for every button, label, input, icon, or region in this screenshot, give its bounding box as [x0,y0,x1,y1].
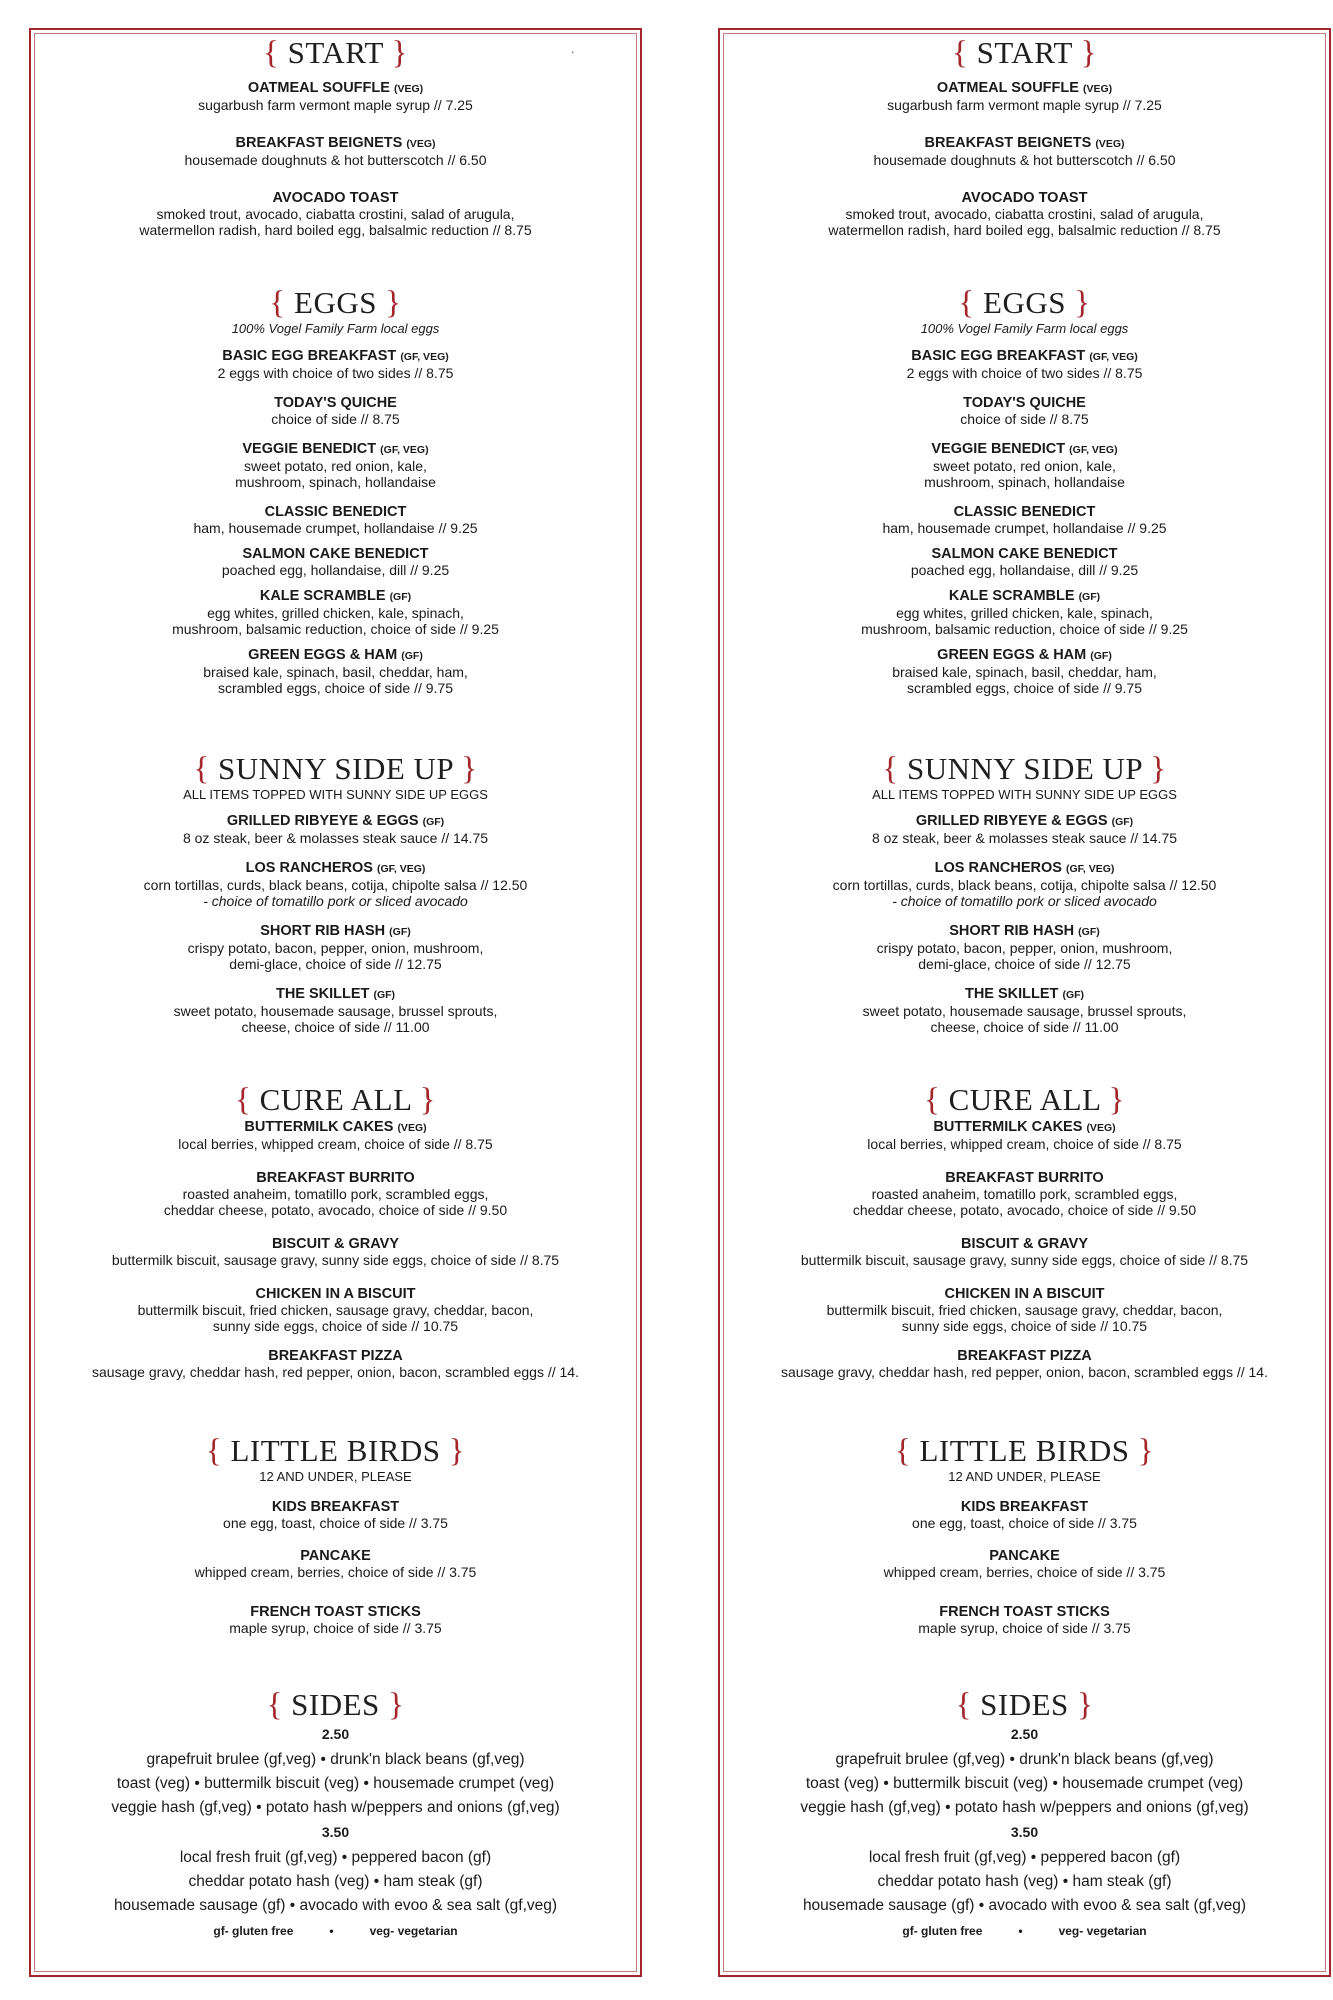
section-heading: { LITTLE BIRDS } [894,1433,1155,1469]
item-desc: one egg, toast, choice of side // 3.75 [912,1515,1137,1531]
item-name: BREAKFAST PIZZA [957,1348,1092,1364]
item-name: GREEN EGGS & HAM [248,647,398,663]
item-name: BREAKFAST PIZZA [268,1348,403,1364]
item-tag: (VEG) [1095,138,1125,150]
item-desc: buttermilk biscuit, sausage gravy, sunny side eggs, choice of side // 8.75 [800,1252,1249,1268]
item-name: BREAKFAST BURRITO [256,1170,415,1186]
sides-line: toast (veg) • buttermilk biscuit (veg) • housemade crumpet (veg) [805,1775,1244,1792]
legend-vegetarian: veg- vegetarian [369,1924,458,1938]
item-name: BISCUIT & GRAVY [960,1236,1089,1252]
menu-item [31,860,640,909]
item-name: OATMEAL SOUFFLE [936,80,1079,96]
item-name: PANCAKE [989,1548,1060,1564]
item-name: TODAY'S QUICHE [274,395,397,411]
menu-item [720,923,1329,972]
menu-item [31,647,640,696]
item-desc: crispy potato, bacon, pepper, onion, mushroom, [876,940,1173,956]
item-name: GRILLED RIBYEYE & EGGS [915,813,1108,829]
section-heading: { SIDES } [266,1687,405,1723]
item-tag: (GF, VEG) [1065,863,1115,875]
item-name: AVOCADO TOAST [272,190,399,206]
section-heading: { SUNNY SIDE UP } [882,751,1167,787]
menu-item [31,80,640,113]
menu-item [31,986,640,1035]
menu-item [720,1348,1329,1380]
item-desc: poached egg, hollandaise, dill // 9.25 [910,562,1139,578]
item-name: VEGGIE BENEDICT [931,441,1066,457]
item-name: OATMEAL SOUFFLE [247,80,390,96]
item-tag: (GF) [1062,989,1085,1001]
item-name: AVOCADO TOAST [961,190,1088,206]
item-desc: one egg, toast, choice of side // 3.75 [223,1515,448,1531]
menu-item [720,1170,1329,1218]
item-desc: mushroom, spinach, hollandaise [235,474,436,490]
item-desc: 8 oz steak, beer & molasses steak sauce // 14.75 [871,830,1178,846]
section-note: 100% Vogel Family Farm local eggs [231,321,440,336]
item-desc: sunny side eggs, choice of side // 10.75 [901,1318,1148,1334]
menu-item [31,1348,640,1380]
item-name: BREAKFAST BURRITO [945,1170,1104,1186]
menu-item [31,1170,640,1218]
menu-item [720,441,1329,490]
item-desc: buttermilk biscuit, sausage gravy, sunny side eggs, choice of side // 8.75 [111,1252,560,1268]
item-desc: mushroom, balsamic reduction, choice of side // 9.25 [861,621,1188,637]
item-tag: (GF) [401,650,423,662]
item-tag: (GF) [422,816,445,828]
menu-card-left [29,28,642,1977]
item-name: VEGGIE BENEDICT [242,441,377,457]
section-heading: { SUNNY SIDE UP } [193,751,478,787]
item-desc: sausage gravy, cheddar hash, red pepper, onion, bacon, scrambled eggs // 14. [92,1364,579,1380]
section-eggs [31,286,640,696]
item-tag: (GF, VEG) [1069,444,1118,456]
item-desc: scrambled eggs, choice of side // 9.75 [217,680,454,696]
sides-line: veggie hash (gf,veg) • potato hash w/peppers and onions (gf,veg) [800,1799,1249,1816]
item-desc: sausage gravy, cheddar hash, red pepper, onion, bacon, scrambled eggs // 14. [781,1364,1268,1380]
item-tag: (GF) [373,989,396,1001]
item-tag: (VEG) [1086,1122,1116,1134]
item-name: BISCUIT & GRAVY [271,1236,400,1252]
sides-line: cheddar potato hash (veg) • ham steak (gf) [188,1873,483,1890]
item-name: FRENCH TOAST STICKS [939,1604,1110,1620]
item-name: CLASSIC BENEDICT [264,504,407,520]
item-desc: scrambled eggs, choice of side // 9.75 [906,680,1143,696]
item-name: PANCAKE [300,1548,371,1564]
menu-item [720,546,1329,578]
item-tag: (GF, VEG) [376,863,426,875]
menu-item [31,1236,640,1268]
section-cure-all [31,1083,640,1380]
legend-gluten-free: gf- gluten free [213,1924,294,1938]
menu-item [31,135,640,168]
item-desc: housemade doughnuts & hot butterscotch // 6.50 [873,152,1176,168]
item-desc: egg whites, grilled chicken, kale, spinach, [896,605,1153,621]
menu-item [31,1119,640,1152]
menu-item [31,1499,640,1531]
menu-item [720,1604,1329,1636]
item-desc-italic: - choice of tomatillo pork or sliced avocado [892,893,1157,909]
item-desc: ham, housemade crumpet, hollandaise // 9.25 [193,520,478,536]
item-desc: cheese, choice of side // 11.00 [930,1019,1119,1035]
item-desc: watermellon radish, hard boiled egg, balsalmic reduction // 8.75 [828,222,1221,238]
menu-item [31,395,640,427]
section-little-birds [720,1434,1329,1636]
menu-item [31,190,640,238]
item-desc: choice of side // 8.75 [960,411,1089,427]
section-start [31,36,640,238]
menu-item [720,647,1329,696]
menu-item [720,1499,1329,1531]
item-tag: (GF) [1111,816,1134,828]
item-name: BASIC EGG BREAKFAST [222,348,397,364]
item-desc: sweet potato, red onion, kale, [933,458,1116,474]
item-desc: corn tortillas, curds, black beans, cotija, chipolte salsa // 12.50 [832,877,1217,893]
item-name: LOS RANCHEROS [934,860,1062,876]
item-name: KALE SCRAMBLE [259,588,386,604]
item-name: FRENCH TOAST STICKS [250,1604,421,1620]
sides-line: cheddar potato hash (veg) • ham steak (gf) [877,1873,1172,1890]
legend-bullet: • [1018,1924,1023,1938]
item-name: THE SKILLET [275,986,370,1002]
item-desc: sweet potato, housemade sausage, brussel sprouts, [862,1003,1187,1019]
menu-item [31,348,640,381]
section-sunny-side-up [720,752,1329,1035]
item-desc: sunny side eggs, choice of side // 10.75 [212,1318,459,1334]
item-desc: crispy potato, bacon, pepper, onion, mushroom, [187,940,484,956]
item-name: LOS RANCHEROS [245,860,373,876]
item-desc: local berries, whipped cream, choice of side // 8.75 [867,1136,1182,1152]
sides-price: 3.50 [321,1824,350,1840]
menu-item [720,1286,1329,1334]
item-desc: cheddar cheese, potato, avocado, choice of side // 9.50 [852,1202,1197,1218]
menu-item [31,441,640,490]
menu-card-right [718,28,1331,1977]
menu-item [31,1548,640,1580]
menu-item [720,190,1329,238]
item-desc: demi-glace, choice of side // 12.75 [229,956,442,972]
sides-price: 3.50 [1010,1824,1039,1840]
section-heading: { CURE ALL } [234,1082,436,1118]
section-eggs [720,286,1329,696]
item-name: BASIC EGG BREAKFAST [911,348,1086,364]
page-mark: ' [572,50,574,60]
item-desc: maple syrup, choice of side // 3.75 [229,1620,442,1636]
sides-line: veggie hash (gf,veg) • potato hash w/peppers and onions (gf,veg) [111,1799,560,1816]
section-sides [31,1688,640,1939]
menu-item [720,860,1329,909]
item-desc: housemade doughnuts & hot butterscotch // 6.50 [184,152,487,168]
item-desc: buttermilk biscuit, fried chicken, sausage gravy, cheddar, bacon, [826,1302,1223,1318]
item-desc: buttermilk biscuit, fried chicken, sausage gravy, cheddar, bacon, [137,1302,534,1318]
item-name: BREAKFAST BEIGNETS [235,135,403,151]
section-cure-all [720,1083,1329,1380]
menu-item [31,1604,640,1636]
sides-line: housemade sausage (gf) • avocado with evoo & sea salt (gf,veg) [802,1897,1247,1914]
item-desc: poached egg, hollandaise, dill // 9.25 [221,562,450,578]
sides-line: grapefruit brulee (gf,veg) • drunk'n black beans (gf,veg) [146,1751,525,1768]
menu-item [31,1286,640,1334]
menu-item [720,813,1329,846]
sides-line: local fresh fruit (gf,veg) • peppered bacon (gf) [179,1849,492,1866]
item-desc: mushroom, spinach, hollandaise [924,474,1125,490]
menu-item [31,504,640,536]
item-name: TODAY'S QUICHE [963,395,1086,411]
section-note: ALL ITEMS TOPPED WITH SUNNY SIDE UP EGGS [872,787,1177,802]
section-note: 12 AND UNDER, PLEASE [259,1469,412,1484]
sides-line: local fresh fruit (gf,veg) • peppered bacon (gf) [868,1849,1181,1866]
item-name: KALE SCRAMBLE [948,588,1075,604]
item-desc: whipped cream, berries, choice of side // 3.75 [883,1564,1166,1580]
item-desc: sugarbush farm vermont maple syrup // 7.25 [198,97,473,113]
sides-line: housemade sausage (gf) • avocado with evoo & sea salt (gf,veg) [113,1897,558,1914]
menu-item [720,135,1329,168]
item-desc: smoked trout, avocado, ciabatta crostini, salad of arugula, [845,206,1204,222]
section-heading: { CURE ALL } [923,1082,1125,1118]
item-desc: roasted anaheim, tomatillo pork, scrambled eggs, [871,1186,1178,1202]
item-desc: choice of side // 8.75 [271,411,400,427]
sides-line: grapefruit brulee (gf,veg) • drunk'n black beans (gf,veg) [835,1751,1214,1768]
section-heading: { SIDES } [955,1687,1094,1723]
item-tag: (GF) [1078,591,1101,603]
item-name: GREEN EGGS & HAM [937,647,1087,663]
item-name: CLASSIC BENEDICT [953,504,1096,520]
item-desc: local berries, whipped cream, choice of side // 8.75 [178,1136,493,1152]
item-desc: whipped cream, berries, choice of side // 3.75 [194,1564,477,1580]
section-heading: { EGGS } [958,285,1091,321]
item-tag: (GF, VEG) [400,351,449,363]
sides-price: 2.50 [321,1726,350,1742]
item-desc: 2 eggs with choice of two sides // 8.75 [217,365,454,381]
section-note: ALL ITEMS TOPPED WITH SUNNY SIDE UP EGGS [183,787,488,802]
menu-item [31,588,640,637]
item-desc: sweet potato, housemade sausage, brussel sprouts, [173,1003,498,1019]
menu-item [720,588,1329,637]
item-desc: demi-glace, choice of side // 12.75 [918,956,1131,972]
menu-item [720,1236,1329,1268]
diet-legend [720,1923,1329,1939]
item-tag: (GF) [1090,650,1112,662]
menu-item [720,1548,1329,1580]
diet-legend [31,1923,640,1939]
item-desc: cheddar cheese, potato, avocado, choice of side // 9.50 [163,1202,508,1218]
item-desc: cheese, choice of side // 11.00 [241,1019,430,1035]
item-tag: (VEG) [406,138,436,150]
item-tag: (GF) [389,926,411,938]
item-tag: (GF, VEG) [1089,351,1138,363]
legend-bullet: • [329,1924,334,1938]
item-name: THE SKILLET [964,986,1059,1002]
section-note: 12 AND UNDER, PLEASE [948,1469,1101,1484]
item-name: BREAKFAST BEIGNETS [924,135,1092,151]
item-desc-italic: - choice of tomatillo pork or sliced avocado [203,893,468,909]
menu-item [31,923,640,972]
menu-item [720,348,1329,381]
menu-item [31,546,640,578]
item-desc: 8 oz steak, beer & molasses steak sauce // 14.75 [182,830,489,846]
section-sunny-side-up [31,752,640,1035]
item-desc: sweet potato, red onion, kale, [244,458,427,474]
item-name: KIDS BREAKFAST [960,1499,1089,1515]
item-name: SALMON CAKE BENEDICT [242,546,429,562]
item-desc: sugarbush farm vermont maple syrup // 7.25 [887,97,1162,113]
section-heading: { START } [263,35,408,71]
legend-gluten-free: gf- gluten free [902,1924,983,1938]
item-desc: smoked trout, avocado, ciabatta crostini, salad of arugula, [156,206,515,222]
section-sides [720,1688,1329,1939]
item-name: BUTTERMILK CAKES [244,1119,394,1135]
menu-item [720,1119,1329,1152]
menu-item [31,813,640,846]
section-heading: { LITTLE BIRDS } [205,1433,466,1469]
item-desc: watermellon radish, hard boiled egg, balsalmic reduction // 8.75 [139,222,532,238]
item-desc: maple syrup, choice of side // 3.75 [918,1620,1131,1636]
section-heading: { START } [952,35,1097,71]
item-tag: (GF) [1078,926,1100,938]
item-name: GRILLED RIBYEYE & EGGS [226,813,419,829]
item-tag: (GF) [389,591,412,603]
menu-item [720,504,1329,536]
item-name: SALMON CAKE BENEDICT [931,546,1118,562]
item-name: KIDS BREAKFAST [271,1499,400,1515]
section-start [720,36,1329,238]
section-heading: { EGGS } [269,285,402,321]
item-name: BUTTERMILK CAKES [933,1119,1083,1135]
item-desc: 2 eggs with choice of two sides // 8.75 [906,365,1143,381]
item-desc: ham, housemade crumpet, hollandaise // 9.25 [882,520,1167,536]
item-tag: (VEG) [1082,83,1113,95]
item-tag: (VEG) [393,83,424,95]
item-desc: braised kale, spinach, basil, cheddar, ham, [892,664,1157,680]
menu-item [720,80,1329,113]
item-desc: egg whites, grilled chicken, kale, spinach, [207,605,464,621]
item-name: SHORT RIB HASH [949,923,1075,939]
item-desc: braised kale, spinach, basil, cheddar, ham, [203,664,468,680]
sides-line: toast (veg) • buttermilk biscuit (veg) • housemade crumpet (veg) [116,1775,555,1792]
item-desc: corn tortillas, curds, black beans, cotija, chipolte salsa // 12.50 [143,877,528,893]
menu-item [720,986,1329,1035]
item-name: SHORT RIB HASH [260,923,386,939]
section-little-birds [31,1434,640,1636]
item-name: CHICKEN IN A BISCUIT [255,1286,416,1302]
sides-price: 2.50 [1010,1726,1039,1742]
item-tag: (VEG) [397,1122,427,1134]
legend-vegetarian: veg- vegetarian [1058,1924,1147,1938]
item-tag: (GF, VEG) [380,444,429,456]
item-name: CHICKEN IN A BISCUIT [944,1286,1105,1302]
item-desc: roasted anaheim, tomatillo pork, scrambled eggs, [182,1186,489,1202]
section-note: 100% Vogel Family Farm local eggs [920,321,1129,336]
menu-item [720,395,1329,427]
item-desc: mushroom, balsamic reduction, choice of side // 9.25 [172,621,499,637]
